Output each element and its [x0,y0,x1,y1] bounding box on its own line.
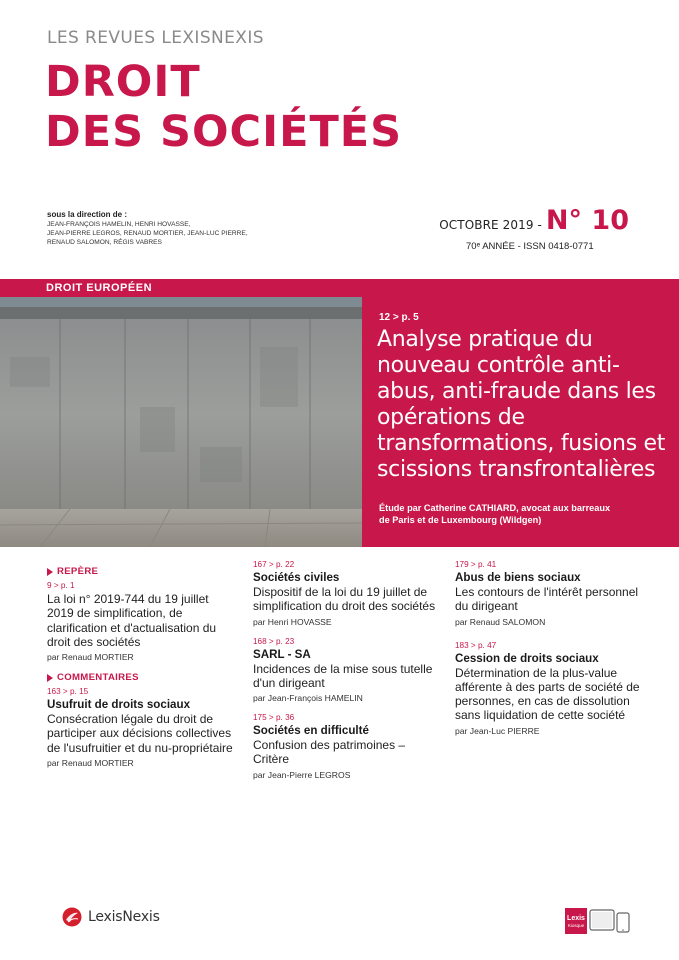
item-title: SARL - SA [253,647,311,661]
direction-names [47,220,277,247]
list-item[interactable] [47,687,237,768]
issn: 70ᵉ ANNÉE - ISSN 0418-0771 [466,241,594,252]
list-item[interactable] [455,641,645,736]
item-title: Cession de droits sociaux [455,651,599,665]
list-item[interactable] [253,637,443,704]
item-ref: 175 > p. 36 [253,713,295,723]
item-author: par Renaud MORTIER [47,758,134,769]
feature-title: Analyse pratique du nouveau contrôle anti-abus, anti-fraude dans les opérations de transformations, fusions et scissions transfrontalières [377,327,666,482]
item-ref: 179 > p. 41 [455,560,497,569]
list-item[interactable] [455,560,645,627]
item-title: Sociétés civiles [253,571,340,584]
item-author: par Henri HOVASSE [253,616,332,627]
item-desc: La loi n° 2019-744 du 19 juillet 2019 de simplification, de clarification et d'actualisation du droit des sociétés [47,592,217,649]
badge-text: Lexis [567,915,585,922]
feature-article[interactable] [362,297,679,547]
item-ref: 183 > p. 47 [455,640,497,650]
direction-names-line: RENAUD SALOMON, RÉGIS VABRES [47,239,162,246]
item-ref: 167 > p. 22 [253,560,295,569]
feature-author-line: de Paris et de Luxembourg (Wildgen) [379,515,542,525]
direction-names-line: JEAN-FRANÇOIS HAMELIN, HENRI HOVASSE, [47,221,191,228]
item-ref: 9 > p. 1 [47,581,75,590]
rubric-repere [47,566,237,577]
column-3 [455,560,645,746]
item-ref: 163 > p. 15 [47,687,89,697]
feature-ref: 12 > p. 5 [379,312,419,323]
rubric-commentaires [47,672,237,683]
rubric-label: REPÈRE [57,566,99,577]
column-2 [253,560,443,790]
badge-sub-text: Kiosque [567,923,585,928]
list-item[interactable] [253,713,443,780]
column-1 [47,560,237,778]
item-author: par Jean-Pierre LEGROS [253,769,351,780]
item-author: par Renaud SALOMON [455,616,546,627]
rubric-label: COMMENTAIRES [57,672,139,684]
journal-title-line1: DROIT [45,57,201,107]
item-desc: Dispositif de la loi du 19 juillet de simplification du droit des sociétés [253,585,436,614]
list-item[interactable] [253,560,443,627]
wall-photo [0,297,362,547]
item-desc: Détermination de la plus-value afférente à des parts de société de personnes, en cas de dissolution sans liquidation de cette société [455,665,640,723]
devices-icon [565,906,635,936]
kiosque-devices [565,906,635,936]
item-desc: Incidences de la mise sous tutelle d'un dirigeant [253,661,433,690]
publisher-name: LexisNexis [88,909,160,925]
item-author: par Jean-Luc PIERRE [455,725,540,736]
feature-author-line: Étude par Catherine CATHIARD, avocat aux barreaux [379,503,611,513]
item-desc: Confusion des patrimoines – Critère [253,738,406,767]
item-author: par Jean-François HAMELIN [253,693,363,704]
direction-label: sous la direction de : [47,210,128,219]
issue-block [439,205,629,236]
item-ref: 168 > p. 23 [253,636,295,646]
item-author: par Renaud MORTIER [47,652,134,663]
list-item[interactable] [47,581,237,662]
lexisnexis-emblem-icon [62,907,82,927]
item-desc: Les contours de l'intérêt personnel du dirigeant [455,585,639,614]
series-name: LES REVUES LEXISNEXIS [47,28,264,48]
feature-author [379,502,659,526]
item-title: Usufruit de droits sociaux [47,698,191,712]
item-desc: Consécration légale du droit de participer aux décisions collectives de l'usufruitier et du nu-propriétaire [47,712,233,755]
direction-names-line: JEAN-PIERRE LEGROS, RENAUD MORTIER, JEAN-LUC PIERRE, [47,230,248,237]
journal-title-line2: DES SOCIÉTÉS [45,107,403,157]
publisher-logo [62,907,160,927]
item-title: Abus de biens sociaux [455,571,581,584]
triangle-icon [47,568,53,576]
section-label: DROIT EUROPÉEN [46,282,153,294]
issue-date: OCTOBRE 2019 - [439,218,542,232]
issue-number: N° 10 [545,205,629,236]
item-title: Sociétés en difficulté [253,724,369,738]
triangle-icon [47,674,53,682]
